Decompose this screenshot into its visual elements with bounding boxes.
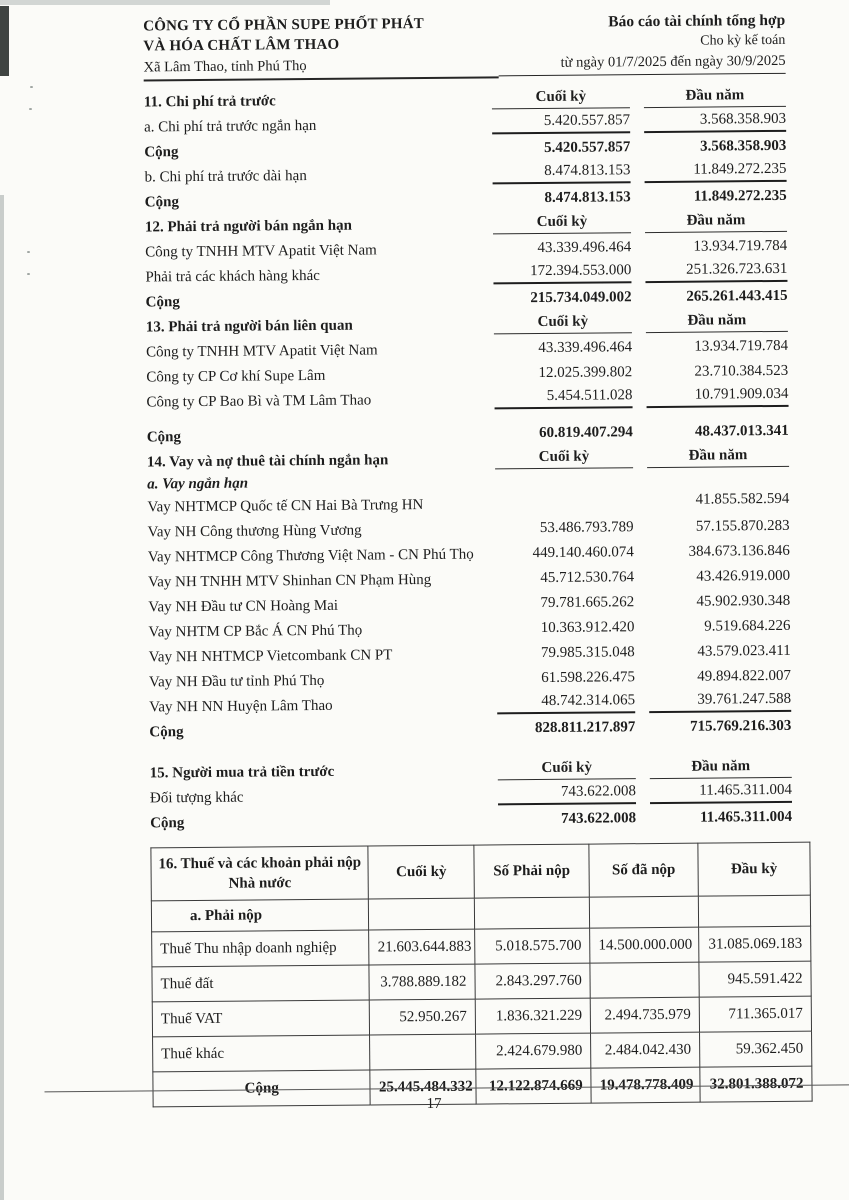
total-row <box>146 284 788 313</box>
value-cuoi-ky: 743.622.008 <box>498 781 636 805</box>
column-header-row <box>146 309 788 338</box>
column-header-cuoi-ky: Cuối kỳ <box>498 757 636 780</box>
column-header-row <box>145 209 787 238</box>
document-header <box>143 11 786 82</box>
value-cuoi-ky: 10.363.912.420 <box>540 619 635 637</box>
column-header-row <box>150 755 792 784</box>
tax-total-value: 25.445.484.332 <box>370 1069 476 1105</box>
column-header-cuoi-ky: Cuối kỳ <box>495 446 633 469</box>
value-cuoi-ky: 43.339.496.464 <box>537 239 632 257</box>
total-row <box>145 184 787 213</box>
column-header-row <box>144 84 786 113</box>
empty-cell <box>698 895 810 927</box>
value-dau-nam: 251.326.723.631 <box>645 259 787 283</box>
company-name-line2: VÀ HÓA CHẤT LÂM THAO <box>143 36 340 55</box>
total-dau-nam: 265.261.443.415 <box>686 287 788 305</box>
line-item-label: Phải trả các khách hàng khác <box>145 267 320 286</box>
total-dau-nam: 715.769.216.303 <box>690 717 792 735</box>
line-item-row <box>150 780 792 809</box>
empty-cell <box>590 896 699 928</box>
value-dau-nam: 43.426.919.000 <box>696 567 791 585</box>
line-item-label: Vay NH Công thương Hùng Vương <box>147 522 362 541</box>
section-title: 11. Chi phí trả trước <box>143 93 276 111</box>
line-item-label: Vay NHTMCP Quốc tế CN Hai Bà Trưng HN <box>147 497 424 516</box>
total-row <box>147 419 789 448</box>
total-label: Cộng <box>150 815 185 832</box>
line-item-row <box>145 259 787 288</box>
value-cuoi-ky: 61.598.226.475 <box>541 669 635 687</box>
total-cuoi-ky: 8.474.813.153 <box>544 189 631 206</box>
total-label: Cộng <box>146 429 182 446</box>
tax-value: 59.362.450 <box>699 1031 811 1067</box>
tax-value: 711.365.017 <box>699 996 811 1032</box>
total-cuoi-ky: 828.811.217.897 <box>534 719 636 737</box>
line-item-row <box>144 109 786 138</box>
line-item-row <box>148 539 790 568</box>
column-header-dau-nam: Đầu năm <box>646 310 788 333</box>
line-item-label: Công ty TNHH MTV Apatit Việt Nam <box>145 342 378 361</box>
value-cuoi-ky: 45.712.530.764 <box>540 569 635 587</box>
line-item-label: Công ty CP Cơ khí Supe Lâm <box>146 367 326 386</box>
value-cuoi-ky: 79.781.665.262 <box>540 594 635 612</box>
report-period: từ ngày 01/7/2025 đến ngày 30/9/2025 <box>560 52 786 71</box>
value-dau-nam: 39.761.247.588 <box>649 689 791 713</box>
value-cuoi-ky: 12.025.399.802 <box>538 364 633 382</box>
tax-row <box>153 1031 812 1072</box>
total-dau-nam: 11.465.311.004 <box>699 808 793 826</box>
tax-group-label: a. Phải nộp <box>151 899 369 932</box>
section-13-related-party-payables <box>146 309 789 448</box>
line-item-row <box>148 564 790 593</box>
value-dau-nam: 11.465.311.004 <box>650 780 792 804</box>
tax-value: 3.788.889.182 <box>369 964 475 1000</box>
section-title: 12. Phải trả người bán ngắn hạn <box>144 217 352 236</box>
value-dau-nam: 11.849.272.235 <box>644 159 786 183</box>
tax-total-value: 19.478.778.409 <box>591 1067 700 1103</box>
empty-cell <box>474 897 590 929</box>
line-item-row <box>146 384 788 413</box>
section-15-customer-advances <box>150 755 793 834</box>
column-header-dau-nam: Đầu năm <box>650 756 792 779</box>
value-cuoi-ky: 172.394.553.000 <box>493 260 631 284</box>
line-item-label: Vay NHTMCP Công Thương Việt Nam - CN Phú Thọ <box>147 546 474 566</box>
tax-value <box>590 962 699 998</box>
total-cuoi-ky: 60.819.407.294 <box>538 424 633 442</box>
line-item-label: Đối tượng khác <box>149 789 244 807</box>
value-cuoi-ky <box>495 512 633 514</box>
line-item-label: Vay NH NN Huyện Lâm Thao <box>149 697 333 716</box>
line-item-row <box>148 514 790 543</box>
tax-value: 52.950.267 <box>370 999 476 1035</box>
line-item-label: Vay NH Đầu tư tỉnh Phú Thọ <box>148 672 325 691</box>
tax-value: 2.424.679.980 <box>475 1033 591 1069</box>
value-dau-nam: 13.934.719.784 <box>694 337 789 355</box>
tax-value <box>370 1034 476 1070</box>
tax-value: 14.500.000.000 <box>590 927 699 963</box>
value-dau-nam: 45.902.930.348 <box>696 592 791 610</box>
section-title: 13. Phải trả người bán liên quan <box>145 317 353 336</box>
line-item-row <box>145 234 787 263</box>
tax-value: 2.494.735.979 <box>590 997 699 1033</box>
section-12-short-term-trade-payables <box>145 209 788 313</box>
section-11-prepaid-expenses <box>144 84 787 213</box>
line-item-row <box>148 614 790 643</box>
value-dau-nam: 23.710.384.523 <box>694 362 789 380</box>
total-cuoi-ky: 743.622.008 <box>561 810 637 827</box>
value-dau-nam: 57.155.870.283 <box>695 517 790 535</box>
column-header-cuoi-ky: Cuối kỳ <box>493 211 631 234</box>
line-item-label: Công ty CP Bao Bì và TM Lâm Thao <box>146 392 372 411</box>
tax-header-so-phai-nop: Số Phải nộp <box>474 844 590 898</box>
line-item-label: b. Chi phí trả trước dài hạn <box>144 168 307 186</box>
total-cuoi-ky: 215.734.049.002 <box>530 289 632 307</box>
value-cuoi-ky: 5.420.557.857 <box>492 110 630 134</box>
tax-row <box>152 996 811 1037</box>
value-dau-nam: 43.579.023.411 <box>697 642 791 660</box>
tax-row <box>152 961 811 1002</box>
line-item-label: a. Chi phí trả trước ngắn hạn <box>144 117 317 136</box>
line-item-label: Vay NH NHTMCP Vietcombank CN PT <box>148 647 393 666</box>
total-row <box>150 805 792 834</box>
column-header-dau-nam: Đầu năm <box>647 445 789 468</box>
tax-value: 31.085.069.183 <box>699 926 811 962</box>
tax-value: 2.843.297.760 <box>475 963 591 999</box>
page-number: 17 <box>426 1095 442 1113</box>
line-item-label: Vay NH TNHH MTV Shinhan CN Phạm Hùng <box>148 571 432 591</box>
value-dau-nam: 49.894.822.007 <box>697 667 791 685</box>
line-item-label: Vay NH Đầu tư CN Hoàng Mai <box>148 597 339 616</box>
section-title: 14. Vay và nợ thuê tài chính ngắn hạn <box>146 452 389 471</box>
company-name-line1: CÔNG TY CỔ PHẦN SUPE PHỐT PHÁT <box>143 16 425 35</box>
total-row <box>144 134 786 163</box>
report-title: Báo cáo tài chính tổng hợp <box>608 11 786 31</box>
total-dau-nam: 3.568.358.903 <box>699 137 787 155</box>
value-dau-nam: 10.791.909.034 <box>646 384 788 408</box>
total-label: Cộng <box>144 194 180 211</box>
tax-header-dau-ky: Đầu kỳ <box>698 842 811 896</box>
line-item-row <box>149 664 791 693</box>
column-header-cuoi-ky: Cuối kỳ <box>494 311 632 334</box>
tax-row-label: Thuế Thu nhập doanh nghiệp <box>152 930 370 967</box>
value-dau-nam: 9.519.684.226 <box>704 617 791 635</box>
tax-value: 5.018.575.700 <box>475 928 591 964</box>
line-item-row <box>144 159 786 188</box>
report-period-label: Cho kỳ kế toán <box>700 32 786 49</box>
column-header-cuoi-ky: Cuối kỳ <box>492 86 630 109</box>
tax-header-cuoi-ky: Cuối kỳ <box>368 845 474 899</box>
report-title-block <box>499 11 786 76</box>
value-cuoi-ky: 43.339.496.464 <box>538 339 633 357</box>
column-header-row <box>147 444 789 473</box>
value-cuoi-ky: 5.454.511.028 <box>494 385 632 409</box>
tax-value: 945.591.422 <box>699 961 811 997</box>
value-dau-nam: 3.568.358.903 <box>644 109 786 133</box>
section-title: 15. Người mua trả tiền trước <box>149 763 335 782</box>
line-item-row <box>146 359 788 388</box>
line-item-row <box>149 639 791 668</box>
value-cuoi-ky: 79.985.315.048 <box>540 644 635 662</box>
total-label: Cộng <box>149 724 184 741</box>
tax-header-so-da-nop: Số đã nộp <box>589 843 698 897</box>
tax-value: 21.603.644.883 <box>369 929 475 965</box>
line-item-label: Vay NHTM CP Bắc Á CN Phú Thọ <box>148 622 363 641</box>
value-dau-nam: 13.934.719.784 <box>693 237 788 255</box>
company-address: Xã Lâm Thao, tỉnh Phú Thọ <box>143 58 307 76</box>
line-item-row <box>148 589 790 618</box>
value-dau-nam: 41.855.582.594 <box>695 490 790 508</box>
section-14-short-term-loans <box>147 444 792 743</box>
total-dau-nam: 48.437.013.341 <box>694 422 789 440</box>
section-16-tax-table <box>150 842 804 1108</box>
column-header-dau-nam: Đầu năm <box>645 210 787 233</box>
tax-value: 1.836.321.229 <box>475 998 591 1034</box>
column-header-dau-nam: Đầu năm <box>644 85 786 108</box>
line-item-row <box>146 334 788 363</box>
tax-row-label: Thuế khác <box>153 1035 371 1072</box>
value-cuoi-ky: 48.742.314.065 <box>497 690 635 714</box>
empty-cell <box>369 898 475 930</box>
total-row <box>149 714 791 743</box>
company-block <box>143 13 499 81</box>
total-label: Cộng <box>145 294 180 311</box>
tax-total-label: Cộng <box>153 1070 371 1107</box>
value-cuoi-ky: 53.486.793.789 <box>539 519 634 537</box>
tax-header-title: 16. Thuế và các khoản phải nộp Nhà nước <box>151 846 369 901</box>
total-cuoi-ky: 5.420.557.857 <box>543 139 631 156</box>
line-item-label: Công ty TNHH MTV Apatit Việt Nam <box>145 242 377 261</box>
tax-value: 2.484.042.430 <box>591 1032 700 1068</box>
tax-row <box>152 926 811 967</box>
value-cuoi-ky: 8.474.813.153 <box>492 160 630 184</box>
total-label: Cộng <box>144 144 179 161</box>
line-item-row <box>149 689 791 718</box>
tax-total-value: 12.122.874.669 <box>476 1068 592 1104</box>
tax-table-header-row <box>151 842 810 901</box>
value-cuoi-ky: 449.140.460.074 <box>532 544 634 562</box>
tax-row-label: Thuế VAT <box>152 1000 370 1037</box>
tax-total-value: 32.801.388.072 <box>700 1066 812 1102</box>
tax-row-label: Thuế đất <box>152 965 370 1002</box>
value-dau-nam: 384.673.136.846 <box>688 542 790 560</box>
tax-table <box>150 842 812 1108</box>
total-dau-nam: 11.849.272.235 <box>693 187 787 205</box>
subsection-title: a. Vay ngắn hạn <box>147 475 249 493</box>
